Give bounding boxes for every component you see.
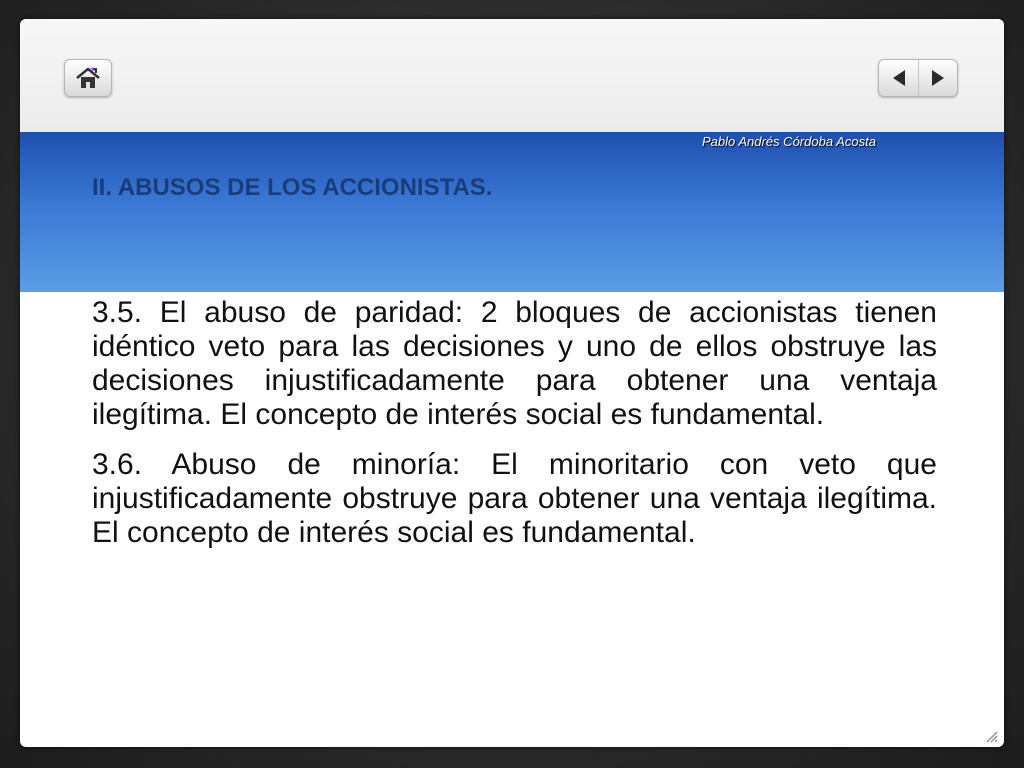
slide <box>20 19 1004 747</box>
author-name: Pablo Andrés Córdoba Acosta <box>702 134 876 149</box>
triangle-left-icon <box>891 69 907 87</box>
next-slide-button[interactable] <box>918 60 957 96</box>
slide-title: II. ABUSOS DE LOS ACCIONISTAS. <box>92 174 493 201</box>
triangle-right-icon <box>930 69 946 87</box>
home-icon <box>74 65 102 91</box>
svg-text:*: * <box>90 65 96 78</box>
paragraph-abuso-minoria: 3.6. Abuso de minoría: El minoritario con veto que injustificadamente obstruye para obtener una ventaja ilegítima. El concepto de interés social es fundamental. <box>92 448 937 549</box>
slide-toolbar <box>20 19 1004 132</box>
slide-navigation <box>878 59 958 97</box>
home-button[interactable] <box>64 59 112 97</box>
slide-content <box>92 296 937 566</box>
paragraph-abuso-paridad: 3.5. El abuso de paridad: 2 bloques de accionistas tienen idéntico veto para las decisiones y uno de ellos obstruye las decisiones injustificadamente para obtener una ventaja ilegítima. El concepto de interés social es fundamental. <box>92 296 937 431</box>
previous-slide-button[interactable] <box>879 60 919 96</box>
resize-grip-icon <box>984 729 998 743</box>
title-banner <box>20 132 1004 292</box>
